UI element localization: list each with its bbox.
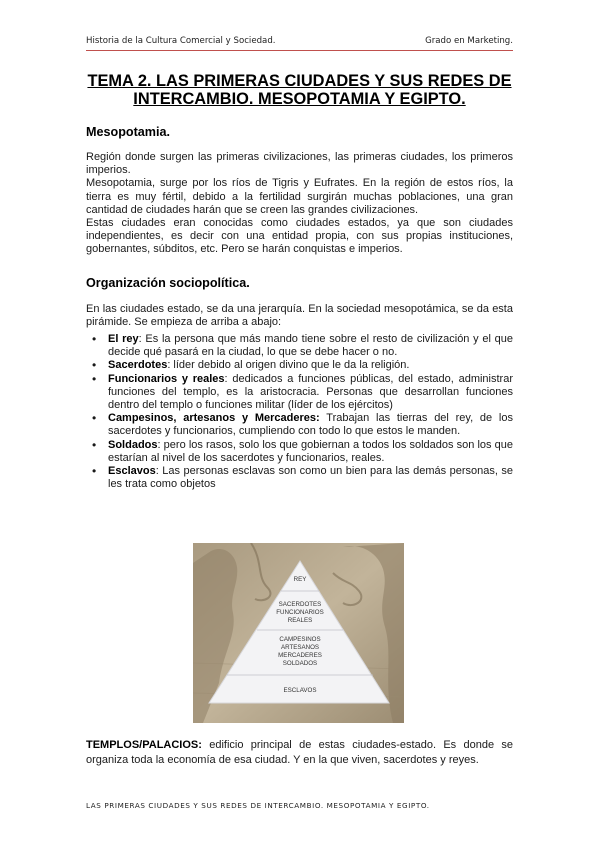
bullet-icon: • (92, 358, 97, 373)
list-item (86, 465, 513, 491)
temples-term: TEMPLOS/PALACIOS: (86, 739, 202, 751)
list-item-term: Funcionarios y reales (108, 372, 225, 385)
title-line-1: TEMA 2. LAS PRIMERAS CIUDADES Y SUS REDES DE (87, 72, 512, 90)
list-item-term: El rey (108, 333, 139, 345)
page-title (86, 72, 513, 108)
pyramid-level-label: MERCADERES (278, 652, 322, 659)
list-item (86, 333, 513, 359)
mesopotamia-text (86, 151, 513, 257)
list-item (86, 412, 513, 438)
title-line-2: INTERCAMBIO. MESOPOTAMIA Y EGIPTO. (133, 90, 466, 108)
pyramid-level-label: SOLDADOS (282, 660, 318, 667)
bullet-icon: • (92, 437, 97, 452)
pyramid-figure (193, 543, 404, 723)
temples-paragraph (86, 738, 513, 768)
heading-sociopolitica: Organización sociopolítica. (86, 276, 250, 290)
pyramid-level-label: REALES (287, 617, 313, 624)
list-item (86, 359, 513, 372)
list-item-term: Sacerdotes (108, 359, 168, 372)
list-item-text: : dedicados a funciones públicas, del estado, administrar funciones del templo, es la aristocracia. Personas que desarrollan funciones dentro del templo o funciones militar (líder de los ejércitos) (108, 372, 513, 412)
list-item-text: : Las personas esclavas son como un bien para las demás personas, se les trata como objetos (108, 465, 513, 491)
running-footer: LAS PRIMERAS CIUDADES Y SUS REDES DE INTERCAMBIO. MESOPOTAMIA Y EGIPTO. (86, 801, 430, 810)
paragraph-2: Mesopotamia, surge por los ríos de Tigris y Eufrates. En la región de estos ríos, la tierra es muy fértil, debido a la fertilidad surgirán muchas poblaciones, una gran cantidad de ciudades harán que se creen las grandes civilizaciones. (86, 177, 513, 216)
header-rule (86, 50, 513, 51)
pyramid-level-label: ARTESANOS (280, 644, 320, 651)
list-item-text: : Es la persona que más mando tiene sobre el resto de civilización y el que decide qué pasará en la ciudad, lo que se debe hacer o no. (108, 333, 513, 359)
paragraph-3: Estas ciudades eran conocidas como ciudades estados, ya que son ciudades independientes, es decir con una entidad propia, con sus propias instituciones, gobernantes, súbditos, etc. Pero se harán conquistas e imperios. (86, 217, 513, 256)
pyramid-level-rey: REY (293, 576, 307, 583)
intro-paragraph: En las ciudades estado, se da una jerarquía. En la sociedad mesopotámica, se da esta pirámide. Se empieza de arriba a abajo: (86, 303, 513, 329)
list-item-text: : pero los rasos, solo los que gobiernan a todos los soldados son los que estarían al nivel de los sacerdotes y funcionarios, reales. (108, 438, 513, 464)
pyramid-illustration (193, 543, 404, 723)
list-item-text: Trabajan las tierras del rey, de los sacerdotes y funcionarios, cumpliendo con todo lo que estos le manden. (108, 412, 513, 438)
bullet-icon: • (92, 332, 97, 346)
pyramid-level-esclavos: ESCLAVOS (283, 687, 317, 694)
header-course: Historia de la Cultura Comercial y Sociedad. (86, 36, 276, 46)
list-item-term: Campesinos, artesanos y Mercaderes: (108, 412, 320, 425)
bullet-icon: • (92, 371, 97, 386)
paragraph-1: Región donde surgen las primeras civilizaciones, las primeras ciudades, los primeros imperios. (86, 151, 513, 177)
heading-mesopotamia: Mesopotamia. (86, 125, 170, 139)
list-item-term: Soldados (108, 438, 158, 451)
list-item-text: : líder debido al origen divino que le da la religión. (167, 359, 410, 372)
list-item-term: Esclavos (108, 465, 156, 478)
list-item (86, 373, 513, 413)
bullet-icon: • (92, 464, 97, 479)
bullet-icon: • (92, 411, 97, 426)
pyramid-level-label: FUNCIONARIOS (276, 609, 324, 616)
running-header (86, 36, 513, 46)
pyramid-level-label: CAMPESINOS (279, 636, 321, 643)
pyramid-level-label: SACERDOTES (278, 601, 322, 608)
list-item (86, 439, 513, 465)
hierarchy-list (86, 333, 513, 491)
sociopolitica-intro (86, 303, 513, 329)
temples-text: edificio principal de estas ciudades-estado. Es donde se organiza toda la economía de esa ciudad. Y en la que viven, sacerdotes y reyes. (86, 739, 513, 766)
header-degree: Grado en Marketing. (425, 36, 513, 46)
